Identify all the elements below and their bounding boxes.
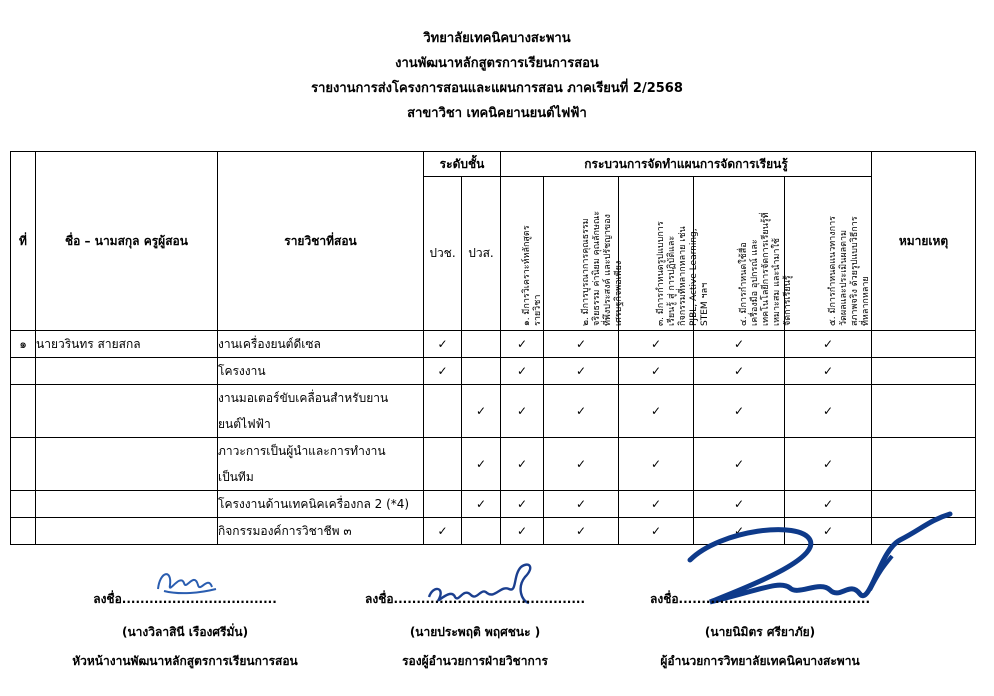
process-3-text-line: เรียนรู้ สู่ การปฏิบัติและ [667, 235, 677, 326]
process-2-check: ✓ [544, 438, 619, 491]
remark-cell [872, 358, 976, 385]
table-row [11, 358, 976, 385]
subject-name [218, 491, 424, 518]
subject-line: ภาวะการเป็นผู้นำและการทำงาน [218, 444, 386, 458]
signature-block-3 [620, 590, 900, 671]
process-5-header [785, 177, 872, 331]
signature-1-line: ลงชื่อ.................................. [93, 592, 277, 606]
process-1-text-line: ๑. มีการวิเคราะห์หลักสูตร [522, 225, 532, 326]
signature-area [0, 555, 994, 696]
process-5-check: ✓ [785, 438, 872, 491]
process-4-text-line: เครื่องมือ อุปกรณ์ และ [750, 239, 760, 326]
subject-name [218, 331, 424, 358]
subject-name [218, 438, 424, 491]
process-3-text-line: กิจกรรมที่หลากหลาย เช่น [678, 226, 688, 326]
process-3-text-line: PJBL, Active Learning, [689, 228, 699, 326]
pvch-check [424, 438, 462, 491]
process-4-check: ✓ [694, 438, 785, 491]
pvch-check: ✓ [424, 358, 462, 385]
teacher-name [36, 491, 218, 518]
report-table [10, 151, 976, 545]
subject-line: งานมอเตอร์ขับเคลื่อนสำหรับยาน [218, 391, 389, 405]
table-row [11, 438, 976, 491]
program-name: สาขาวิชา เทคนิคยานยนต์ไฟฟ้า [407, 106, 587, 121]
process-5-text-line: ที่หลากหลาย [861, 276, 872, 326]
subject-line: งานเครื่องยนต์ดีเซล [218, 337, 321, 351]
pvs-check: ✓ [462, 491, 501, 518]
signature-2-name: (นายประพฤติ พฤศชนะ ) [409, 625, 541, 639]
process-1-check: ✓ [501, 358, 544, 385]
process-1-header [501, 177, 544, 331]
process-3-text-line: ๓. มีการกำหนดรูปแบบการ [656, 221, 666, 326]
teacher-name [36, 385, 218, 438]
teacher-name [36, 358, 218, 385]
process-2-header [544, 177, 624, 331]
process-4-text-line: ๔. มีการกำหนดใช้สื่อ [739, 242, 749, 326]
row-number [11, 385, 36, 438]
process-4-text-line: จัดการเรียนรู้ [783, 275, 793, 326]
process-3-check: ✓ [619, 491, 694, 518]
process-3-check: ✓ [619, 518, 694, 545]
process-1-check: ✓ [501, 331, 544, 358]
process-4-check: ✓ [694, 518, 785, 545]
col-remark-header: หมายเหตุ [872, 152, 976, 331]
process-5-check: ✓ [785, 358, 872, 385]
pvch-check [424, 385, 462, 438]
col-process-header: กระบวนการจัดทำแผนการจัดการเรียนรู้ [501, 152, 872, 177]
teacher-name [36, 518, 218, 545]
pvs-check [462, 331, 501, 358]
process-1-text-line: รายวิชา [533, 294, 543, 326]
signature-2-line: ลงชื่อ.......................................... [364, 592, 586, 606]
process-2-check: ✓ [544, 491, 619, 518]
process-4-check: ✓ [694, 385, 785, 438]
signature-1-name: (นางวิลาสินี เรืองศรีมั่น) [121, 625, 249, 639]
subject-line: เป็นทีม [218, 470, 254, 484]
process-2-check: ✓ [544, 518, 619, 545]
subject-line: กิจกรรมองค์การวิชาชีพ ๓ [218, 524, 352, 538]
process-1-check: ✓ [501, 491, 544, 518]
pvch-check: ✓ [424, 331, 462, 358]
process-3-text-line: STEM ฯลฯ [700, 282, 710, 326]
process-4-check: ✓ [694, 358, 785, 385]
table-row [11, 331, 976, 358]
process-2-check: ✓ [544, 385, 619, 438]
remark-cell [872, 385, 976, 438]
subject-line: โครงงานด้านเทคนิคเครื่องกล 2 (*4) [218, 497, 410, 511]
signature-2-position: รองผู้อำนวยการฝ่ายวิชาการ [402, 654, 548, 668]
process-4-check: ✓ [694, 331, 785, 358]
process-5-text-line: สภาพจริง ด้วยรูปแบบวิธีการ [850, 216, 861, 326]
process-4-text-line: เหมาะสม และนำมาใช้ [772, 238, 782, 326]
col-name-header: ชื่อ – นามสกุล ครูผู้สอน [36, 152, 218, 331]
college-name: วิทยาลัยเทคนิคบางสะพาน [423, 31, 571, 46]
signature-block-2 [355, 590, 595, 671]
process-2-text-line: ที่พึงประสงค์ และปรัชญาของ [603, 214, 613, 326]
process-2-check: ✓ [544, 331, 619, 358]
pvs-check: ✓ [462, 385, 501, 438]
pvch-check [424, 491, 462, 518]
report-title: รายงานการส่งโครงการสอนและแผนการสอน ภาคเรียนที่ 2/2568 [311, 81, 683, 96]
col-subject-header: รายวิชาที่สอน [218, 152, 424, 331]
process-5-check: ✓ [785, 385, 872, 438]
col-no-header: ที่ [11, 152, 36, 331]
process-3-check: ✓ [619, 331, 694, 358]
row-number [11, 438, 36, 491]
table-row [11, 385, 976, 438]
process-3-check: ✓ [619, 358, 694, 385]
subject-line: โครงงาน [218, 364, 266, 378]
teacher-name [36, 438, 218, 491]
pvs-check: ✓ [462, 438, 501, 491]
col-pvch-header: ปวช. [424, 177, 462, 331]
signature-3-name: (นายนิมิตร ศรียาภัย) [704, 625, 816, 639]
process-5-check: ✓ [785, 491, 872, 518]
process-4-header [694, 177, 793, 331]
remark-cell [872, 331, 976, 358]
process-1-check: ✓ [501, 518, 544, 545]
process-2-text-line: เศรษฐกิจพอเพียง [614, 260, 624, 326]
row-number [11, 358, 36, 385]
pvch-check: ✓ [424, 518, 462, 545]
subject-name [218, 385, 424, 438]
subject-line: ยนต์ไฟฟ้า [218, 417, 271, 431]
subject-name [218, 358, 424, 385]
process-5-check: ✓ [785, 331, 872, 358]
signature-1-position: หัวหน้างานพัฒนาหลักสูตรการเรียนการสอน [72, 654, 298, 668]
subject-name [218, 518, 424, 545]
process-2-text-line: ๒. มีการบูรณาการคุณธรรม [581, 218, 591, 326]
process-5-text-line: ๕. มีการกำหนดแนวทางการ [828, 216, 839, 326]
signature-block-1 [70, 590, 300, 671]
teacher-name: นายวรินทร สายสกล [36, 331, 218, 358]
process-3-check: ✓ [619, 385, 694, 438]
pvs-check [462, 518, 501, 545]
signature-3-line: ลงชื่อ.......................................... [649, 592, 871, 606]
process-3-check: ✓ [619, 438, 694, 491]
process-1-check: ✓ [501, 385, 544, 438]
process-3-header [619, 177, 710, 331]
signature-3-position: ผู้อำนวยการวิทยาลัยเทคนิคบางสะพาน [660, 654, 860, 668]
col-pvs-header: ปวส. [462, 177, 501, 331]
process-4-check: ✓ [694, 491, 785, 518]
row-number [11, 491, 36, 518]
process-2-text-line: จริยธรรม ค่านิยม คุณลักษณะ [592, 210, 602, 326]
col-level-header: ระดับชั้น [424, 152, 501, 177]
remark-cell [872, 438, 976, 491]
process-5-check: ✓ [785, 518, 872, 545]
process-5-text-line: วัดผลและประเมินผลตาม [839, 230, 850, 326]
process-4-text-line: เทคโนโลยีการจัดการเรียนรู้ที่ [761, 212, 771, 326]
row-number: ๑ [11, 331, 36, 358]
department-name: งานพัฒนาหลักสูตรการเรียนการสอน [395, 56, 599, 71]
row-number [11, 518, 36, 545]
pvs-check [462, 358, 501, 385]
process-2-check: ✓ [544, 358, 619, 385]
process-1-check: ✓ [501, 438, 544, 491]
document-header [0, 26, 994, 126]
